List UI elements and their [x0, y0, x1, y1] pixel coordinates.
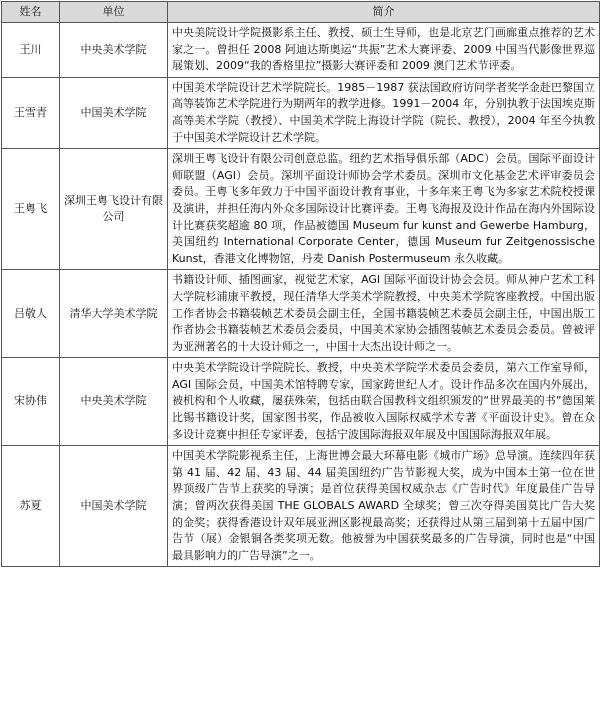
table-row	[2, 77, 600, 148]
row-intro: 中国美术学院设计艺术学院院长。1985－1987 获法国政府访问学者奖学金赴巴黎国立高等装饰艺术学院进行为期两年的教学进修。1991－2004 年，分别执教于法国埃克斯高等美术学院（教授）、中国美术学院上海设计学院（院长、教授），2004 年至今执教于中国美术学院设计艺术学院。	[168, 77, 600, 148]
header-intro: 简介	[168, 2, 600, 23]
row-intro: 书籍设计师、插图画家，视觉艺术家，AGI 国际平面设计协会会员。师从神户艺术工科大学院杉浦康平教授，现任清华大学美术学院教授，中央美术学院客座教授。中国出版工作者协会书籍装帧艺术委员会副主任，全国书籍装帧艺术委员会副主任，中国出版工作者协会书籍装帧艺术委员会委员，中国美术家协会插图装帧艺术委员会委员。曾被评为亚洲著名的十大设计师之一，中国十大杰出设计师之一。	[168, 270, 600, 358]
header-unit: 单位	[60, 2, 168, 23]
table-row	[2, 446, 600, 567]
row-intro: 中央美院设计学院摄影系主任、教授、硕士生导师，也是北京艺门画廊重点推荐的艺术家之一。曾担任 2008 阿迪达斯奥运“共振”艺术大赛评委、2009 中国当代影像世界巡展策划、2009“我的香格里拉”摄影大赛评委和 2009 澳门艺术节评委。	[168, 23, 600, 78]
row-name: 苏夏	[2, 446, 60, 567]
row-unit: 清华大学美术学院	[60, 270, 168, 358]
header-name: 姓名	[2, 2, 60, 23]
row-intro: 中央美术学院设计学院院长、教授，中央美术学院学术委员会委员，第六工作室导师，AGI 国际会员，中国美术馆特聘专家，国家跨世纪人才。设计作品多次在国内外展出，被机构和个人收藏，屡获殊荣，包括由联合国教科文组织颁发的“世界最美的书”德国莱比锡书籍设计奖，国家图书奖，作品被收入国际权威学术专著《平面设计史》。曾在众多设计竞赛中担任专家评委，包括宁波国际海报双年展及中国国际海报双年展。	[168, 358, 600, 446]
row-unit: 中国美术学院	[60, 77, 168, 148]
table-row	[2, 358, 600, 446]
row-name: 王川	[2, 23, 60, 78]
row-unit: 深圳王粤飞设计有限公司	[60, 149, 168, 270]
row-name: 王粤飞	[2, 149, 60, 270]
judges-table	[1, 1, 600, 567]
table-row	[2, 23, 600, 78]
table-row	[2, 149, 600, 270]
row-intro: 中国美术学院影视系主任，上海世博会最大环幕电影《城市广场》总导演。连续四年获第 41 届、42 届、43 届、44 届美国纽约广告节影视大奖，成为中国本土第一位在世界顶级广告节上获奖的导演；是首位获得美国权威杂志《广告时代》年度最佳广告导演；曾两次获得美国 THE GLOBALS AWARD 全球奖；曾三次夺得美国莫比广告大奖的金奖；获得香港设计双年展亚洲区影视最高奖；还获得过从第三届到第十五届中国广告节（展）金银铜各类奖项无数。他被誉为中国获奖最多的广告导演，同时也是“中国最具影响力的广告导演”之一。	[168, 446, 600, 567]
table-row	[2, 270, 600, 358]
row-unit: 中央美术学院	[60, 23, 168, 78]
row-name: 王雪青	[2, 77, 60, 148]
table-header-row	[2, 2, 600, 23]
row-name: 宋协伟	[2, 358, 60, 446]
row-name: 吕敬人	[2, 270, 60, 358]
row-intro: 深圳王粤飞设计有限公司创意总监。纽约艺术指导俱乐部（ADC）会员。国际平面设计师联盟（AGI）会员。深圳平面设计师协会学术委员。深圳市文化基金艺术评审委员会委员。王粤飞多年致力于中国平面设计教育事业，十多年来王粤飞为多家艺术院校授课及演讲，并担任海内外众多国际设计比赛评委。王粤飞海报及设计作品在海内外国际设计比赛获奖超逾 80 项，作品被德国 Museum fur kunst and Gewerbe Hamburg，美国纽约 International Corporate Center，德国 Museum fur Zeitgenossische Kunst，香港文化博物馆，丹麦 Danish Postermuseum 永久收藏。	[168, 149, 600, 270]
row-unit: 中央美术学院	[60, 358, 168, 446]
row-unit: 中国美术学院	[60, 446, 168, 567]
